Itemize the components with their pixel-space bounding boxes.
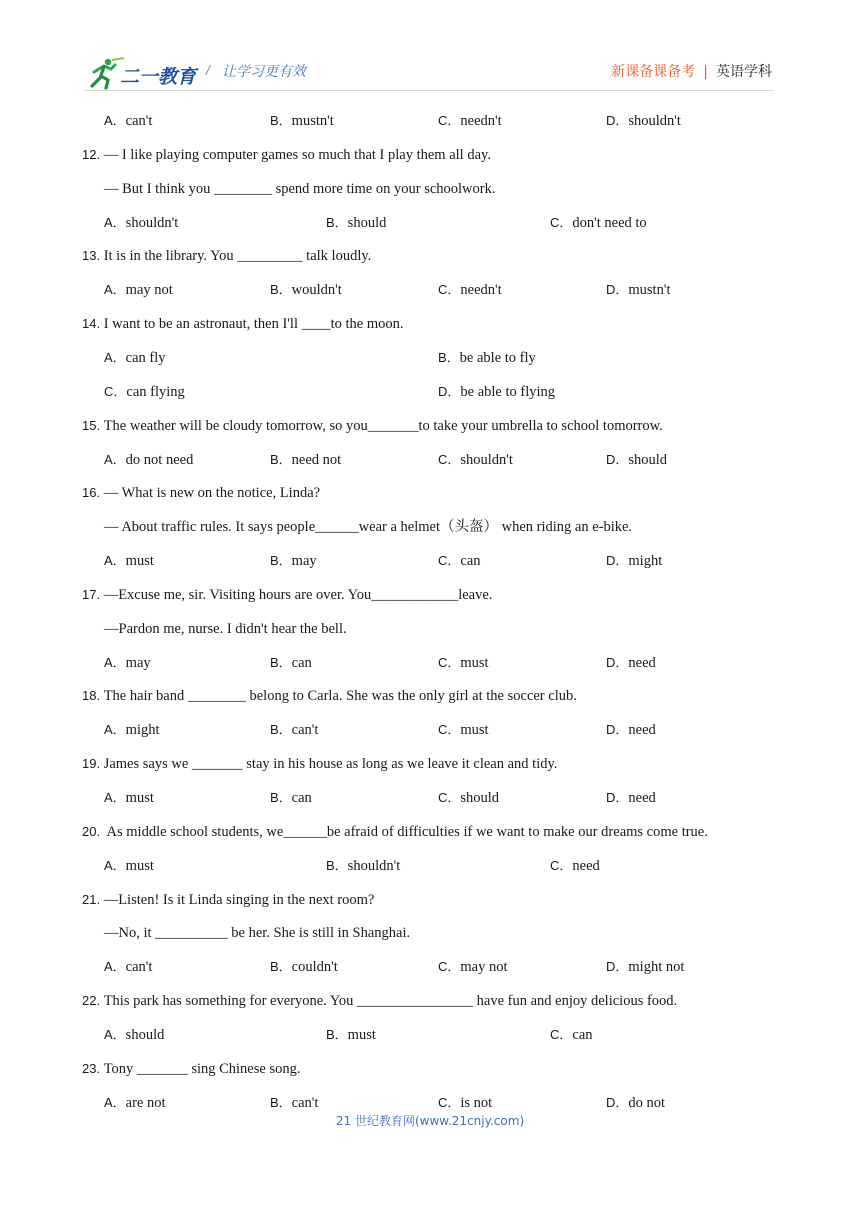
option-letter: A．	[104, 1094, 126, 1110]
stem-text: belong to Carla. She was the only girl at the soccer club.	[245, 688, 577, 705]
option-letter: C．	[438, 654, 461, 670]
option-letter: C．	[438, 790, 461, 805]
stem-text: —Listen! Is it Linda singing in the next room?	[103, 891, 375, 908]
option-text: might	[628, 553, 663, 570]
answer-blank: ____________	[371, 586, 459, 603]
option-text: should	[125, 1026, 165, 1043]
question-stem-line	[82, 247, 371, 265]
answer-option[interactable]	[104, 654, 151, 672]
option-text: do not need	[125, 451, 194, 468]
answer-option[interactable]	[438, 721, 489, 739]
answer-option[interactable]	[270, 958, 338, 976]
question-number: 15.	[82, 417, 101, 433]
option-letter: D．	[606, 1094, 629, 1110]
option-text: must	[347, 1026, 376, 1043]
page-header	[0, 0, 860, 100]
stem-text: — I like playing computer games so much that I play them all day.	[103, 146, 491, 163]
option-text: should	[460, 790, 500, 806]
option-letter: D．	[606, 553, 629, 569]
answer-option[interactable]	[104, 789, 154, 807]
answer-option[interactable]	[270, 552, 317, 570]
option-letter: B．	[270, 282, 292, 298]
option-text: must	[125, 553, 154, 570]
option-letter: C．	[438, 553, 461, 569]
option-letter: C．	[550, 214, 573, 230]
page-footer: 21 世纪教育网(www.21cnjy.com)	[335, 1114, 525, 1128]
option-text: do not	[628, 1094, 666, 1111]
answer-option[interactable]	[606, 1094, 665, 1112]
answer-blank: _______	[367, 417, 419, 434]
stem-text: talk loudly.	[302, 248, 372, 265]
question-number: 21.	[82, 891, 101, 907]
answer-option[interactable]	[104, 958, 152, 976]
stem-text: to take your umbrella to school tomorrow.	[418, 417, 663, 434]
question-number: 23.	[82, 1060, 101, 1076]
option-text: may not	[125, 282, 173, 299]
option-text: mustn't	[628, 282, 671, 299]
answer-blank: _______	[136, 1060, 188, 1077]
option-letter: D．	[606, 790, 629, 805]
answer-option[interactable]	[104, 451, 193, 469]
question-stem-line	[82, 417, 663, 435]
answer-option[interactable]	[104, 383, 185, 401]
option-letter: A．	[104, 722, 126, 738]
option-text: might	[125, 722, 160, 739]
answer-blank: ______	[315, 519, 359, 536]
option-text: shouldn't	[125, 214, 179, 231]
answer-option[interactable]	[438, 789, 499, 807]
stem-text: James says we	[103, 756, 192, 773]
stem-text: stay in his house as long as we leave it clean and tidy.	[242, 756, 558, 773]
answer-option[interactable]	[326, 1026, 376, 1044]
option-letter: B．	[270, 790, 292, 805]
stem-text: sing Chinese song.	[187, 1060, 301, 1077]
header-subject: 英语学科	[716, 64, 772, 80]
answer-option[interactable]	[438, 349, 536, 367]
option-text: can	[572, 1026, 593, 1043]
question-number: 18.	[82, 688, 101, 704]
option-letter: A．	[104, 451, 126, 467]
option-text: needn't	[460, 113, 502, 129]
option-letter: A．	[104, 214, 126, 230]
option-letter: B．	[326, 1026, 348, 1042]
question-number: 20.	[82, 823, 101, 839]
stem-text: be afraid of difficulties if we want to make our dreams come true.	[326, 823, 708, 840]
option-text: can't	[125, 113, 153, 129]
option-letter: C．	[104, 383, 127, 399]
option-text: are not	[125, 1094, 166, 1111]
question-number: 22.	[82, 993, 101, 1009]
question-stem-line	[82, 823, 708, 841]
option-text: can flying	[126, 383, 185, 400]
question-stem-line	[82, 484, 320, 502]
question-stem-line	[82, 891, 374, 909]
answer-blank: ________	[187, 688, 246, 705]
option-text: must	[125, 857, 154, 874]
option-text: may	[125, 654, 151, 671]
question-number: 13.	[82, 248, 101, 264]
answer-blank: _______	[191, 756, 243, 773]
stem-text: have fun and enjoy delicious food.	[473, 993, 678, 1010]
question-stem-line	[82, 146, 491, 164]
answer-option[interactable]	[550, 214, 647, 232]
stem-text: —Pardon me, nurse. I didn't hear the bell.	[104, 620, 347, 637]
option-letter: D．	[606, 451, 629, 467]
answer-option[interactable]	[438, 654, 489, 672]
option-text: shouldn't	[347, 857, 401, 874]
option-text: shouldn't	[460, 451, 513, 468]
answer-option[interactable]	[438, 112, 502, 130]
answer-option[interactable]	[550, 1026, 593, 1044]
answer-blank: ____	[301, 316, 331, 333]
option-letter: A．	[104, 959, 126, 975]
answer-option[interactable]	[104, 1094, 166, 1112]
option-letter: C．	[438, 959, 461, 975]
option-text: may not	[460, 959, 508, 976]
answer-option[interactable]	[104, 721, 160, 739]
question-number: 19.	[82, 756, 101, 772]
option-letter: B．	[270, 722, 292, 738]
answer-option[interactable]	[270, 721, 318, 739]
option-letter: A．	[104, 113, 126, 128]
slogan: 让学习更有效	[222, 64, 306, 80]
option-letter: D．	[606, 654, 629, 670]
option-text: must	[125, 790, 154, 806]
option-letter: A．	[104, 654, 126, 670]
option-letter: A．	[104, 282, 126, 298]
question-stem-line	[104, 518, 632, 536]
option-text: can fly	[125, 349, 166, 366]
option-letter: B．	[438, 349, 460, 365]
answer-option[interactable]	[438, 1094, 492, 1112]
option-text: need not	[291, 451, 342, 468]
answer-option[interactable]	[270, 654, 312, 672]
option-letter: A．	[104, 1026, 126, 1042]
answer-option[interactable]	[606, 451, 667, 469]
answer-option[interactable]	[104, 214, 178, 232]
option-text: needn't	[460, 282, 502, 299]
option-text: can	[291, 654, 312, 671]
answer-option[interactable]	[606, 112, 681, 130]
option-text: can't	[291, 722, 319, 739]
option-text: may	[291, 553, 317, 570]
option-letter: C．	[438, 1094, 461, 1110]
answer-option[interactable]	[104, 349, 166, 367]
option-letter: D．	[438, 383, 461, 399]
answer-option[interactable]	[104, 281, 173, 299]
header-tag: 新课备课备考	[611, 64, 696, 80]
option-letter: B．	[270, 654, 292, 670]
option-letter: D．	[606, 722, 629, 738]
option-letter: C．	[550, 1026, 573, 1042]
option-letter: D．	[606, 113, 629, 128]
option-text: can	[291, 790, 312, 806]
answer-blank: ______	[283, 823, 327, 840]
stem-text: — About traffic rules. It says people	[104, 519, 316, 536]
answer-blank: ________	[213, 180, 272, 197]
answer-option[interactable]	[438, 958, 508, 976]
option-letter: C．	[438, 113, 461, 128]
option-text: be able to fly	[459, 349, 536, 366]
question-stem-line	[82, 992, 677, 1010]
stem-text: be her. She is still in Shanghai.	[227, 925, 411, 942]
answer-option[interactable]	[606, 281, 670, 299]
option-text: is not	[460, 1094, 493, 1111]
answer-option[interactable]	[606, 654, 656, 672]
option-text: couldn't	[291, 959, 338, 976]
answer-option[interactable]	[606, 958, 684, 976]
option-letter: C．	[550, 857, 573, 873]
brand-logo	[84, 56, 204, 90]
answer-option[interactable]	[438, 552, 481, 570]
slogan-divider: /	[206, 62, 210, 78]
option-letter: B．	[326, 857, 348, 873]
stem-text: leave.	[458, 586, 493, 603]
answer-option[interactable]	[270, 281, 342, 299]
stem-text: — What is new on the notice, Linda?	[103, 485, 321, 502]
option-text: should	[628, 451, 668, 468]
stem-text: spend more time on your schoolwork.	[271, 180, 496, 197]
option-letter: B．	[270, 113, 292, 128]
answer-option[interactable]	[270, 112, 334, 130]
question-stem-line	[82, 315, 404, 333]
option-letter: C．	[438, 722, 461, 738]
option-text: need	[628, 790, 656, 806]
stem-text: This park has something for everyone. You	[103, 993, 358, 1010]
question-stem-line	[104, 924, 410, 942]
answer-option[interactable]	[270, 451, 341, 469]
option-text: be able to flying	[460, 383, 556, 400]
answer-option[interactable]	[270, 789, 312, 807]
answer-option[interactable]	[270, 1094, 318, 1112]
question-number: 17.	[82, 586, 101, 602]
header-rule	[84, 90, 774, 91]
option-letter: C．	[438, 451, 461, 467]
question-number: 14.	[82, 316, 101, 332]
option-letter: A．	[104, 790, 126, 805]
option-letter: B．	[270, 451, 292, 467]
answer-option[interactable]	[550, 857, 600, 875]
option-text: can	[460, 553, 481, 570]
stem-text: It is in the library. You	[103, 248, 238, 265]
stem-text: Tony	[103, 1060, 137, 1077]
option-letter: D．	[606, 959, 629, 975]
option-letter: D．	[606, 282, 629, 298]
option-text: need	[628, 722, 656, 739]
answer-option[interactable]	[104, 857, 154, 875]
question-number: 16.	[82, 485, 101, 501]
question-stem-line	[82, 755, 557, 773]
header-separator: |	[703, 64, 708, 80]
option-text: can't	[291, 1094, 319, 1111]
option-letter: B．	[270, 1094, 292, 1110]
option-text: wouldn't	[291, 282, 342, 299]
stem-text: wear a helmet（头盔） when riding an e-bike.	[358, 519, 633, 536]
answer-option[interactable]	[606, 721, 656, 739]
question-stem-line	[104, 180, 495, 198]
stem-text: to the moon.	[330, 316, 404, 333]
stem-text: As middle school students, we	[103, 823, 284, 840]
answer-blank: _________	[237, 248, 303, 265]
option-text: need	[572, 857, 600, 874]
stem-text: —No, it	[104, 925, 156, 942]
option-letter: B．	[270, 959, 292, 975]
option-letter: B．	[270, 553, 292, 569]
stem-text: —Excuse me, sir. Visiting hours are over. You	[103, 586, 372, 603]
answer-option[interactable]	[606, 789, 656, 807]
option-letter: B．	[326, 214, 348, 230]
option-letter: A．	[104, 553, 126, 569]
question-stem-line	[82, 586, 492, 604]
option-text: must	[460, 722, 489, 739]
option-text: might not	[628, 959, 685, 976]
option-text: shouldn't	[628, 113, 681, 129]
question-stem-line	[104, 620, 347, 638]
option-letter: A．	[104, 349, 126, 365]
answer-blank: ________________	[357, 993, 474, 1010]
stem-text: I want to be an astronaut, then I'll	[103, 316, 302, 333]
header-right	[611, 61, 772, 81]
question-stem-line	[82, 1060, 300, 1078]
option-text: must	[460, 654, 489, 671]
option-letter: A．	[104, 857, 126, 873]
answer-option[interactable]	[438, 383, 555, 401]
option-text: should	[347, 214, 387, 231]
option-text: can't	[125, 959, 153, 976]
option-text: need	[628, 654, 656, 671]
answer-option[interactable]	[326, 214, 386, 232]
stem-text: — But I think you	[104, 180, 214, 197]
option-text: mustn't	[291, 113, 334, 129]
question-number: 12.	[82, 146, 101, 162]
answer-option[interactable]	[438, 451, 513, 469]
answer-option[interactable]	[606, 552, 662, 570]
answer-blank: __________	[155, 925, 228, 942]
answer-option[interactable]	[104, 1026, 164, 1044]
question-stem-line	[82, 687, 577, 705]
answer-option[interactable]	[104, 112, 152, 130]
option-letter: C．	[438, 282, 461, 298]
answer-option[interactable]	[326, 857, 400, 875]
option-text: don't need to	[572, 214, 647, 231]
answer-option[interactable]	[438, 281, 502, 299]
stem-text: The hair band	[103, 688, 188, 705]
answer-option[interactable]	[104, 552, 154, 570]
brand-text: 二一教育	[120, 66, 197, 88]
stem-text: The weather will be cloudy tomorrow, so you	[103, 417, 368, 434]
